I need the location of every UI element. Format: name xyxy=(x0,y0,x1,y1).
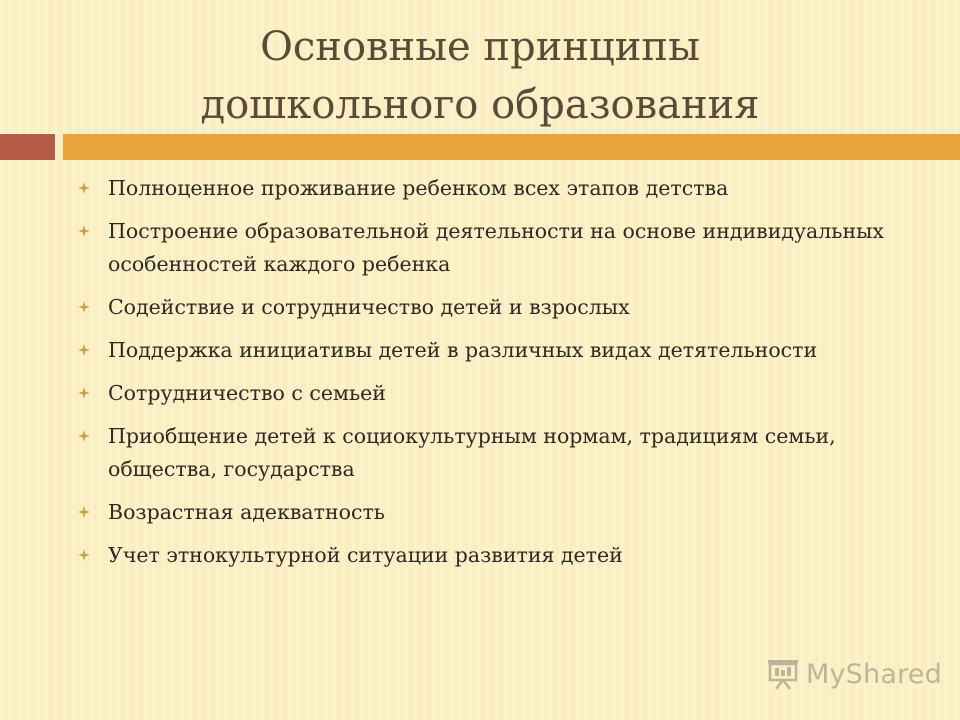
bullet-text: Содействие и сотрудничество детей и взрослых xyxy=(108,295,630,319)
presentation-board-icon xyxy=(766,658,800,690)
bullet-item xyxy=(70,291,930,324)
bullet-list xyxy=(70,172,930,582)
four-point-star-icon xyxy=(78,301,90,313)
bullet-item xyxy=(70,377,930,410)
title-accent-bar-orange xyxy=(63,134,960,160)
slide-title-line-2: дошкольного образования xyxy=(200,82,760,128)
four-point-star-icon xyxy=(78,225,90,237)
myshared-watermark xyxy=(766,654,942,694)
bullet-text: Построение образовательной деятельности на основе индивидуальных особенностей каждого ребенка xyxy=(108,219,884,276)
four-point-star-icon xyxy=(78,549,90,561)
bullet-item xyxy=(70,172,930,205)
bullet-item xyxy=(70,334,930,367)
bullet-text: Учет этнокультурной ситуации развития детей xyxy=(108,543,623,567)
bullet-text: Приобщение детей к социокультурным нормам, традициям семьи, общества, государства xyxy=(108,424,836,481)
four-point-star-icon xyxy=(78,344,90,356)
four-point-star-icon xyxy=(78,430,90,442)
four-point-star-icon xyxy=(78,182,90,194)
bullet-item xyxy=(70,539,930,572)
four-point-star-icon xyxy=(78,506,90,518)
title-accent-bar-red xyxy=(0,134,55,160)
four-point-star-icon xyxy=(78,387,90,399)
watermark-text: MyShared xyxy=(806,658,942,690)
bullet-text: Полноценное проживание ребенком всех этапов детства xyxy=(108,176,729,200)
bullet-text: Поддержка инициативы детей в различных видах детятельности xyxy=(108,338,818,362)
bullet-item xyxy=(70,215,930,281)
bullet-text: Возрастная адекватность xyxy=(108,500,385,524)
slide-title-line-1: Основные принципы xyxy=(260,24,700,70)
slide-title xyxy=(40,18,920,134)
bullet-item xyxy=(70,420,930,486)
bullet-item xyxy=(70,496,930,529)
bullet-text: Сотрудничество с семьей xyxy=(108,381,386,405)
